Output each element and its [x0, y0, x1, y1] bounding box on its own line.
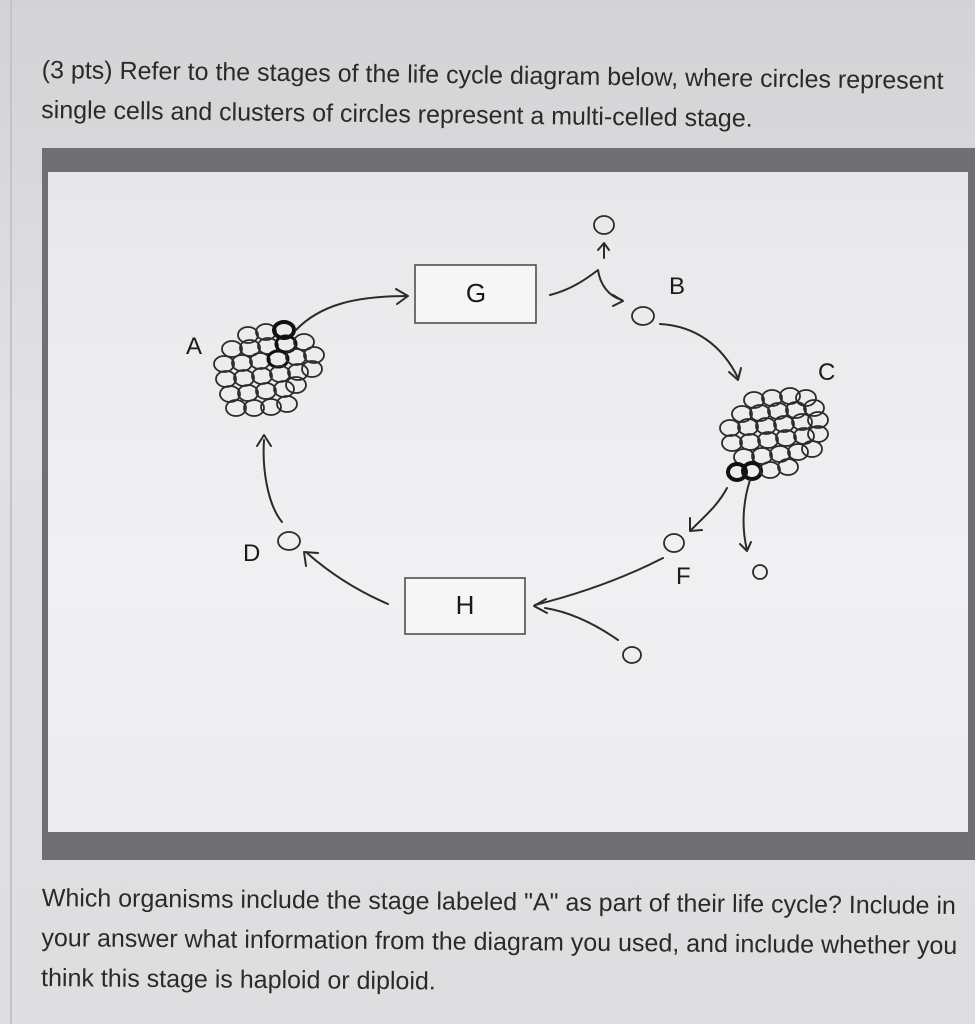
question-prompt: Which organisms include the stage labeled "A" as part of their life cycle? Include in your answer what information from the diagram you used, and include whether you think this stage is haploid or diploid. — [41, 883, 958, 996]
cell-b-top — [594, 216, 614, 234]
cell-h-lower — [623, 647, 641, 663]
label-c: C — [818, 359, 836, 386]
label-g: G — [465, 278, 487, 308]
cell-f — [664, 534, 684, 552]
question-intro: (3 pts) Refer to the stages of the life cycle diagram below, where circles represent single cells and clusters of circles represent a multi-celled stage. — [41, 55, 944, 133]
label-f: F — [676, 563, 691, 590]
label-b: B — [669, 273, 686, 300]
label-d: D — [243, 540, 261, 567]
label-h: H — [455, 590, 475, 620]
cell-c-small — [753, 565, 767, 579]
cell-b — [632, 307, 654, 325]
cell-d — [278, 532, 300, 550]
cluster-a — [214, 322, 324, 416]
cluster-c — [720, 388, 828, 480]
label-a: A — [186, 333, 203, 360]
